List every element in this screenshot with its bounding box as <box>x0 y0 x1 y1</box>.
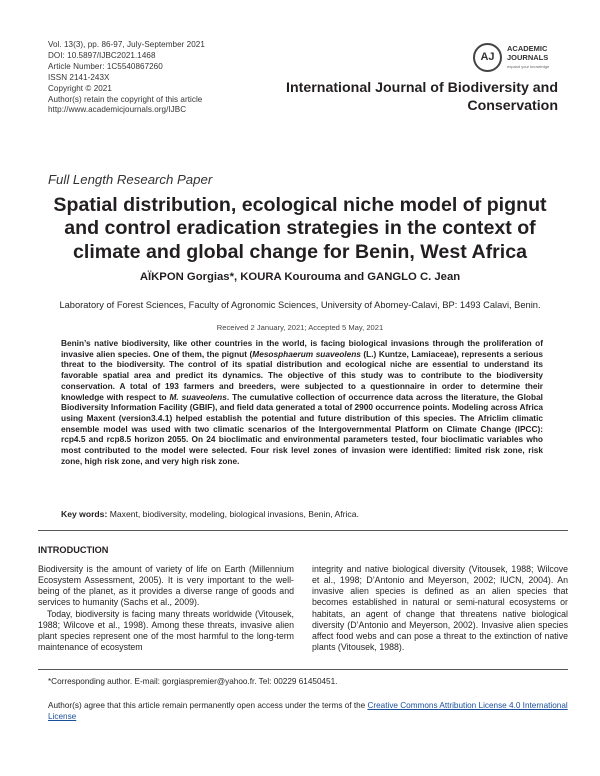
paper-title: Spatial distribution, ecological niche model of pignut and control eradication strategies in the context of climate and global change for Benin, West Africa <box>53 194 547 263</box>
meta-doi: DOI: 10.5897/IJBC2021.1468 <box>48 50 156 60</box>
paragraph: Today, biodiversity is facing many threats worldwide (Vitousek, 1988; Wilcove et al., 1998). Among these threats, invasive alien plant species represent one of the most harmful to the long-term maintenance of ecosystem <box>38 608 294 653</box>
meta-volume: Vol. 13(3), pp. 86-97, July-September 2021 <box>48 40 205 49</box>
footnote-divider <box>38 669 568 670</box>
logo-wordmark <box>507 45 548 62</box>
meta-copyright: Copyright © 2021 <box>48 83 112 93</box>
license-text: Author(s) agree that this article remain permanently open access under the terms of the <box>48 701 368 710</box>
meta-issn: ISSN 2141-243X <box>48 72 110 82</box>
paragraph: integrity and native biological diversity (Vitousek, 1988; Wilcove et al., 1998; D’Antonio and Meyerson, 2002; IUCN, 2004). An invasive alien species is defined as an alien species that becomes established in natural or semi-natural ecosystems or habitats, an agent of change that threatens native biological diversity (D’Antonio and Meyerson, 2002). Invasive alien species affect food webs and can pose a threat to the extinction of native plants (Vitousek, 1988). <box>312 564 568 653</box>
meta-article-number: Article Number: 1C5540867260 <box>48 61 163 71</box>
journal-name-line-1: International Journal of Biodiversity and <box>286 80 558 96</box>
keywords <box>61 509 543 519</box>
abstract-text-3: . The cumulative collection of occurrence data across the literature, the Global Biodiversity Information Facility (GBIF), and field data generated a total of 2900 occurrence points. Modeling across Africa using Maxent (version3.4.1) helped establish the potential and future distribution of this species. The Africlim climatic ensemble model was used with two climatic scenarios of the Intergovernmental Platform on Climate Change (IPCC): rcp4.5 and rcp8.5 horizon 2055. On 24 bioclimatic and environmental parameters tested, four bioclimatic variables who most contributed to the model were selected. Four risk level zones of invasion were identified: limited risk zone, risk zone, high risk zone, and very high risk zone. <box>61 391 543 466</box>
keywords-label: Key words: <box>61 509 108 519</box>
logo-line-2: JOURNALS <box>507 52 549 62</box>
logo-mark-icon: AJ <box>473 43 502 72</box>
license-notice <box>48 700 568 722</box>
introduction-heading: INTRODUCTION <box>38 545 109 555</box>
license-link[interactable]: Creative Commons Attribution License 4.0 International License <box>48 701 568 722</box>
academic-journals-logo <box>473 40 593 80</box>
body-column-left <box>38 564 294 653</box>
body-column-right <box>312 564 568 653</box>
article-type: Full Length Research Paper <box>48 172 213 187</box>
logo-tagline: expand your knowledge <box>507 64 550 69</box>
paragraph: Biodiversity is the amount of variety of life on Earth (Millennium Ecosystem Assessment, 2005). It is very important to the well-being of the planet, as it provides a diverse range of goods and services to humanity (Sachs et al., 2009). <box>38 564 294 608</box>
journal-name-line-2: Conservation <box>467 97 558 114</box>
logo-line-1: ACADEMIC <box>507 44 548 53</box>
received-accepted-dates: Received 2 January, 2021; Accepted 5 May, 2021 <box>216 323 384 332</box>
author-list: AÏKPON Gorgias*, KOURA Kourouma and GANGLO C. Jean <box>139 271 461 283</box>
abstract-text-2: (L.) Kuntze, Lamiaceae), represents a serious threat to the biodiversity. The control of its spatial distribution and ecological niche are essential to understand its favorable spatial area and predict its dynamics. The objective of this study was to contribute to the biodiversity conservation. A total of 193 farmers and breeders, were subjected to a questionnaire in order to determine their knowledge with respect to <box>61 348 543 402</box>
meta-rights: Author(s) retain the copyright of this article <box>48 94 203 104</box>
author-affiliation: Laboratory of Forest Sciences, Faculty of Agronomic Sciences, University of Abomey-Calavi, BP: 1493 Calavi, Benin. <box>59 300 541 310</box>
abstract-species-name: Mesosphaerum suaveolens <box>252 348 361 359</box>
abstract-text-1: Benin’s native biodiversity, like other countries in the world, is facing biological invasions through the proliferation of invasive alien species. One of them, the pignut ( <box>61 338 543 359</box>
abstract <box>61 338 543 466</box>
corresponding-author-note: *Corresponding author. E-mail: gorgiaspremier@yahoo.fr. Tel: 00229 61450451. <box>48 677 338 686</box>
section-divider <box>38 530 568 531</box>
journal-name <box>268 80 558 115</box>
keywords-list: Maxent, biodiversity, modeling, biological invasions, Benin, Africa. <box>107 509 359 519</box>
article-metadata <box>48 40 205 116</box>
abstract-species-abbrev: M. suaveolens <box>169 391 227 402</box>
meta-url: http://www.academicjournals.org/IJBC <box>48 105 187 115</box>
